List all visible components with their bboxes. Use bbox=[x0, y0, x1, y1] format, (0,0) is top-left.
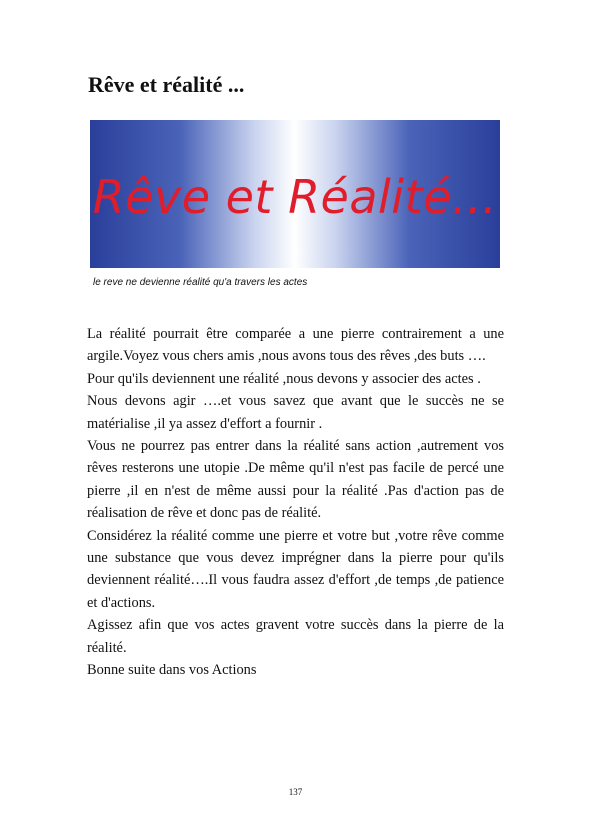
page-title: Rêve et réalité ... bbox=[88, 72, 245, 97]
paragraph: Nous devons agir ….et vous savez que avant que le succès ne se matérialise ,il ya assez d'effort a fournir . bbox=[87, 393, 504, 432]
paragraph: Bonne suite dans vos Actions bbox=[87, 662, 257, 679]
paragraph: Considérez la réalité comme une pierre et votre but ,votre rêve comme une substance que vous devez imprégner dans la pierre pour qu'ils deviennent réalité….Il vous faudra assez d'effort ,de temps ,de patience et d'actions. bbox=[87, 527, 504, 611]
banner-text: Rêve et Réalité... bbox=[92, 170, 498, 224]
page-number: 137 bbox=[288, 787, 303, 797]
paragraph: Vous ne pourrez pas entrer dans la réalité sans action ,autrement vos rêves resterons une utopie .De même qu'il n'est pas facile de percé une pierre ,il en n'est de même aussi pour la réalité .Pas d'action pas de réalisation de rêve et donc pas de réalité. bbox=[87, 438, 504, 522]
paragraph: Agissez afin que vos actes gravent votre succès dans la pierre de la réalité. bbox=[87, 617, 504, 656]
paragraph: Pour qu'ils deviennent une réalité ,nous devons y associer des actes . bbox=[87, 370, 481, 387]
body-text bbox=[87, 323, 504, 682]
image-caption: le reve ne devienne réalité qu'a travers les actes bbox=[93, 277, 308, 288]
banner-image bbox=[90, 120, 500, 268]
paragraph: La réalité pourrait être comparée a une pierre contrairement a une argile.Voyez vous chers amis ,nous avons tous des rêves ,des buts …. bbox=[87, 326, 504, 365]
